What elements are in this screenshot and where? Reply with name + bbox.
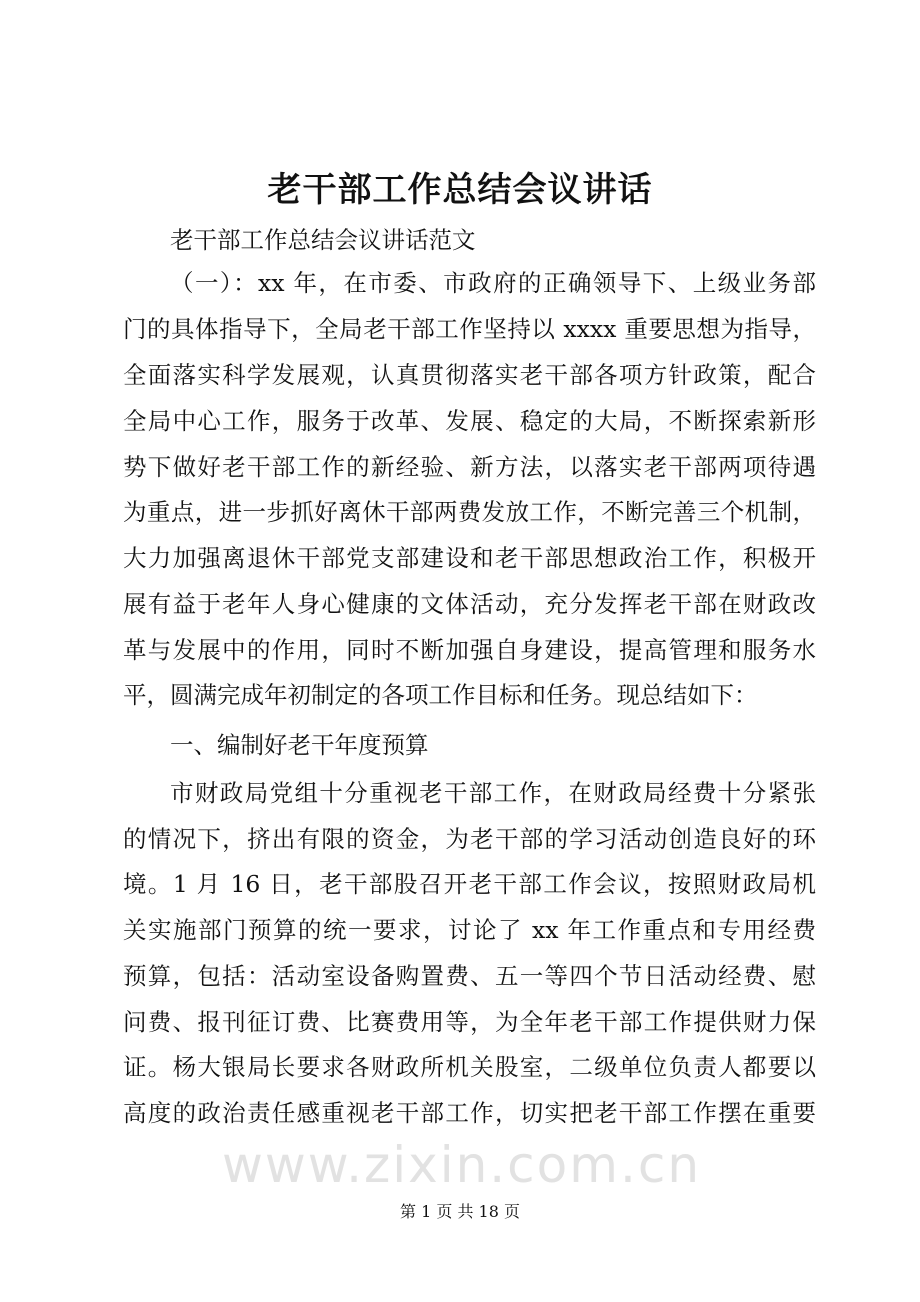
text-line: 大力加强离退休干部党支部建设和老干部思想政治工作，积极开 bbox=[123, 544, 816, 572]
text-line: 的情况下，挤出有限的资金，为老干部的学习活动创造良好的环 bbox=[123, 825, 816, 853]
text-line: 问费、报刊征订费、比赛费用等，为全年老干部工作提供财力保 bbox=[123, 1008, 816, 1036]
text-line: 老干部工作总结会议讲话范文 bbox=[170, 226, 476, 254]
document-title: 老干部工作总结会议讲话 bbox=[267, 170, 653, 210]
text-line: 为重点，进一步抓好离休干部两费发放工作，不断完善三个机制， bbox=[123, 498, 816, 526]
text-line: 高度的政治责任感重视老干部工作，切实把老干部工作摆在重要 bbox=[123, 1099, 816, 1127]
text-line: 境。1 月 16 日，老干部股召开老干部工作会议，按照财政局机 bbox=[123, 870, 816, 898]
text-line: 关实施部门预算的统一要求，讨论了 xx 年工作重点和专用经费 bbox=[123, 916, 816, 944]
text-line: 势下做好老干部工作的新经验、新方法，以落实老干部两项待遇 bbox=[123, 453, 816, 481]
text-line: 预算，包括：活动室设备购置费、五一等四个节日活动经费、慰 bbox=[123, 962, 816, 990]
text-line: 全局中心工作，服务于改革、发展、稳定的大局，不断探索新形 bbox=[123, 407, 816, 435]
page-footer: 第 1 页 共 18 页 bbox=[400, 1202, 520, 1221]
watermark: www.zixin.com.cn bbox=[222, 1136, 702, 1194]
text-line: 一、编制好老干年度预算 bbox=[170, 731, 429, 759]
text-line: 革与发展中的作用，同时不断加强自身建设，提高管理和服务水 bbox=[123, 636, 816, 664]
text-line: 平，圆满完成年初制定的各项工作目标和任务。现总结如下： bbox=[123, 681, 758, 709]
text-line: 全面落实科学发展观，认真贯彻落实老干部各项方针政策，配合 bbox=[123, 361, 816, 389]
text-line: （一）：xx 年，在市委、市政府的正确领导下、上级业务部 bbox=[170, 269, 816, 297]
text-line: 展有益于老年人身心健康的文体活动，充分发挥老干部在财政改 bbox=[123, 590, 816, 618]
text-line: 门的具体指导下，全局老干部工作坚持以 xxxx 重要思想为指导， bbox=[123, 315, 816, 343]
text-line: 证。杨大银局长要求各财政所机关股室，二级单位负责人都要以 bbox=[123, 1053, 816, 1081]
text-line: 市财政局党组十分重视老干部工作，在财政局经费十分紧张 bbox=[170, 779, 816, 807]
